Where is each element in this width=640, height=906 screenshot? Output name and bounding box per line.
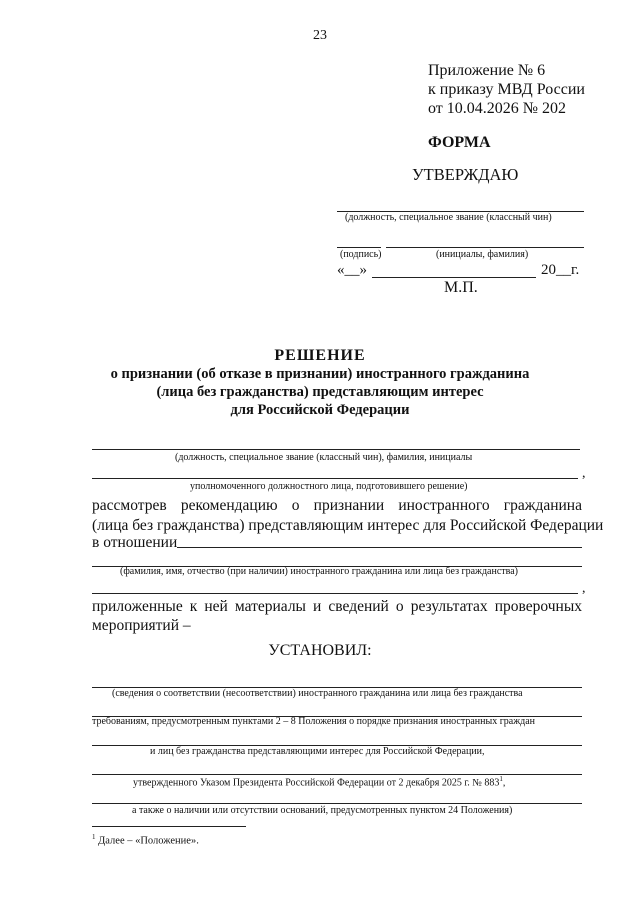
signature-line <box>337 247 381 248</box>
comma-1: , <box>582 466 586 481</box>
stamp-label: М.П. <box>444 279 478 296</box>
signature-caption: (подпись) <box>340 249 382 260</box>
initials-caption: (инициалы, фамилия) <box>436 249 529 260</box>
page-number: 23 <box>313 28 327 43</box>
footnote-ref: 1 <box>499 775 503 783</box>
body-text-1: рассмотрев рекомендацию о признании иностранного гражданина <box>92 497 582 514</box>
established-caption-1: (сведения о соответствии (несоответствии) иностранного гражданина или лица без гражданства <box>112 688 523 699</box>
footnote-text: Далее – «Положение». <box>98 835 199 847</box>
initials-line <box>386 247 584 248</box>
body-text-5: мероприятий – <box>92 617 191 634</box>
date-year: 20__г. <box>541 262 580 278</box>
decision-heading: РЕШЕНИЕ <box>274 347 366 364</box>
decision-subtitle-2: (лица без гражданства) представляющим интерес <box>156 384 484 400</box>
established-line-5 <box>92 803 582 804</box>
subject-line-1 <box>177 547 582 548</box>
date-month-line <box>372 277 536 278</box>
body-text-3: в отношении <box>92 534 178 551</box>
approve-label: УТВЕРЖДАЮ <box>412 165 519 184</box>
body-text-4: приложенные к ней материалы и сведений о результатах проверочных <box>92 598 582 615</box>
subject-caption: (фамилия, имя, отчество (при наличии) иностранного гражданина или лица без гражданства) <box>120 566 519 577</box>
form-label: ФОРМА <box>428 134 491 151</box>
footnote <box>92 833 199 847</box>
appendix-line-1: Приложение № 6 <box>428 62 546 79</box>
official-caption-2: уполномоченного должностного лица, подготовившего решение) <box>190 481 468 492</box>
subject-line-3 <box>92 593 578 594</box>
decision-subtitle-1: о признании (об отказе в признании) иностранного гражданина <box>110 366 530 382</box>
decision-subtitle-3: для Российской Федерации <box>230 402 410 418</box>
position-caption: (должность, специальное звание (классный чин) <box>345 212 552 223</box>
appendix-line-3: от 10.04.2026 № 202 <box>428 100 567 117</box>
date-day: «__» <box>337 262 367 278</box>
established-heading: УСТАНОВИЛ: <box>268 642 372 659</box>
established-caption-5: а также о наличии или отсутствии оснований, предусмотренных пунктом 24 Положения) <box>132 805 513 816</box>
established-caption-2: требованиям, предусмотренным пунктами 2 – 8 Положения о порядке признания иностранных граждан <box>92 716 536 727</box>
established-caption-3: и лиц без гражданства представляющими интерес для Российской Федерации, <box>150 746 485 757</box>
decree-text: утвержденного Указом Президента Российской Федерации от 2 декабря 2025 г. № 883 <box>133 777 500 789</box>
comma-2: , <box>582 581 586 596</box>
official-caption-1: (должность, специальное звание (классный чин), фамилия, инициалы <box>175 452 473 463</box>
official-line-1 <box>92 449 580 450</box>
body-text-2: (лица без гражданства) представляющим интерес для Российской Федерации <box>92 517 604 534</box>
established-caption-4: утвержденного Указом Президента Российской Федерации от 2 декабря 2025 г. № $883^1$, <box>133 775 506 789</box>
footnote-separator <box>92 826 246 827</box>
footnote-mark: 1 <box>92 833 96 841</box>
official-line-2 <box>92 478 578 479</box>
appendix-line-2: к приказу МВД России <box>428 81 585 98</box>
